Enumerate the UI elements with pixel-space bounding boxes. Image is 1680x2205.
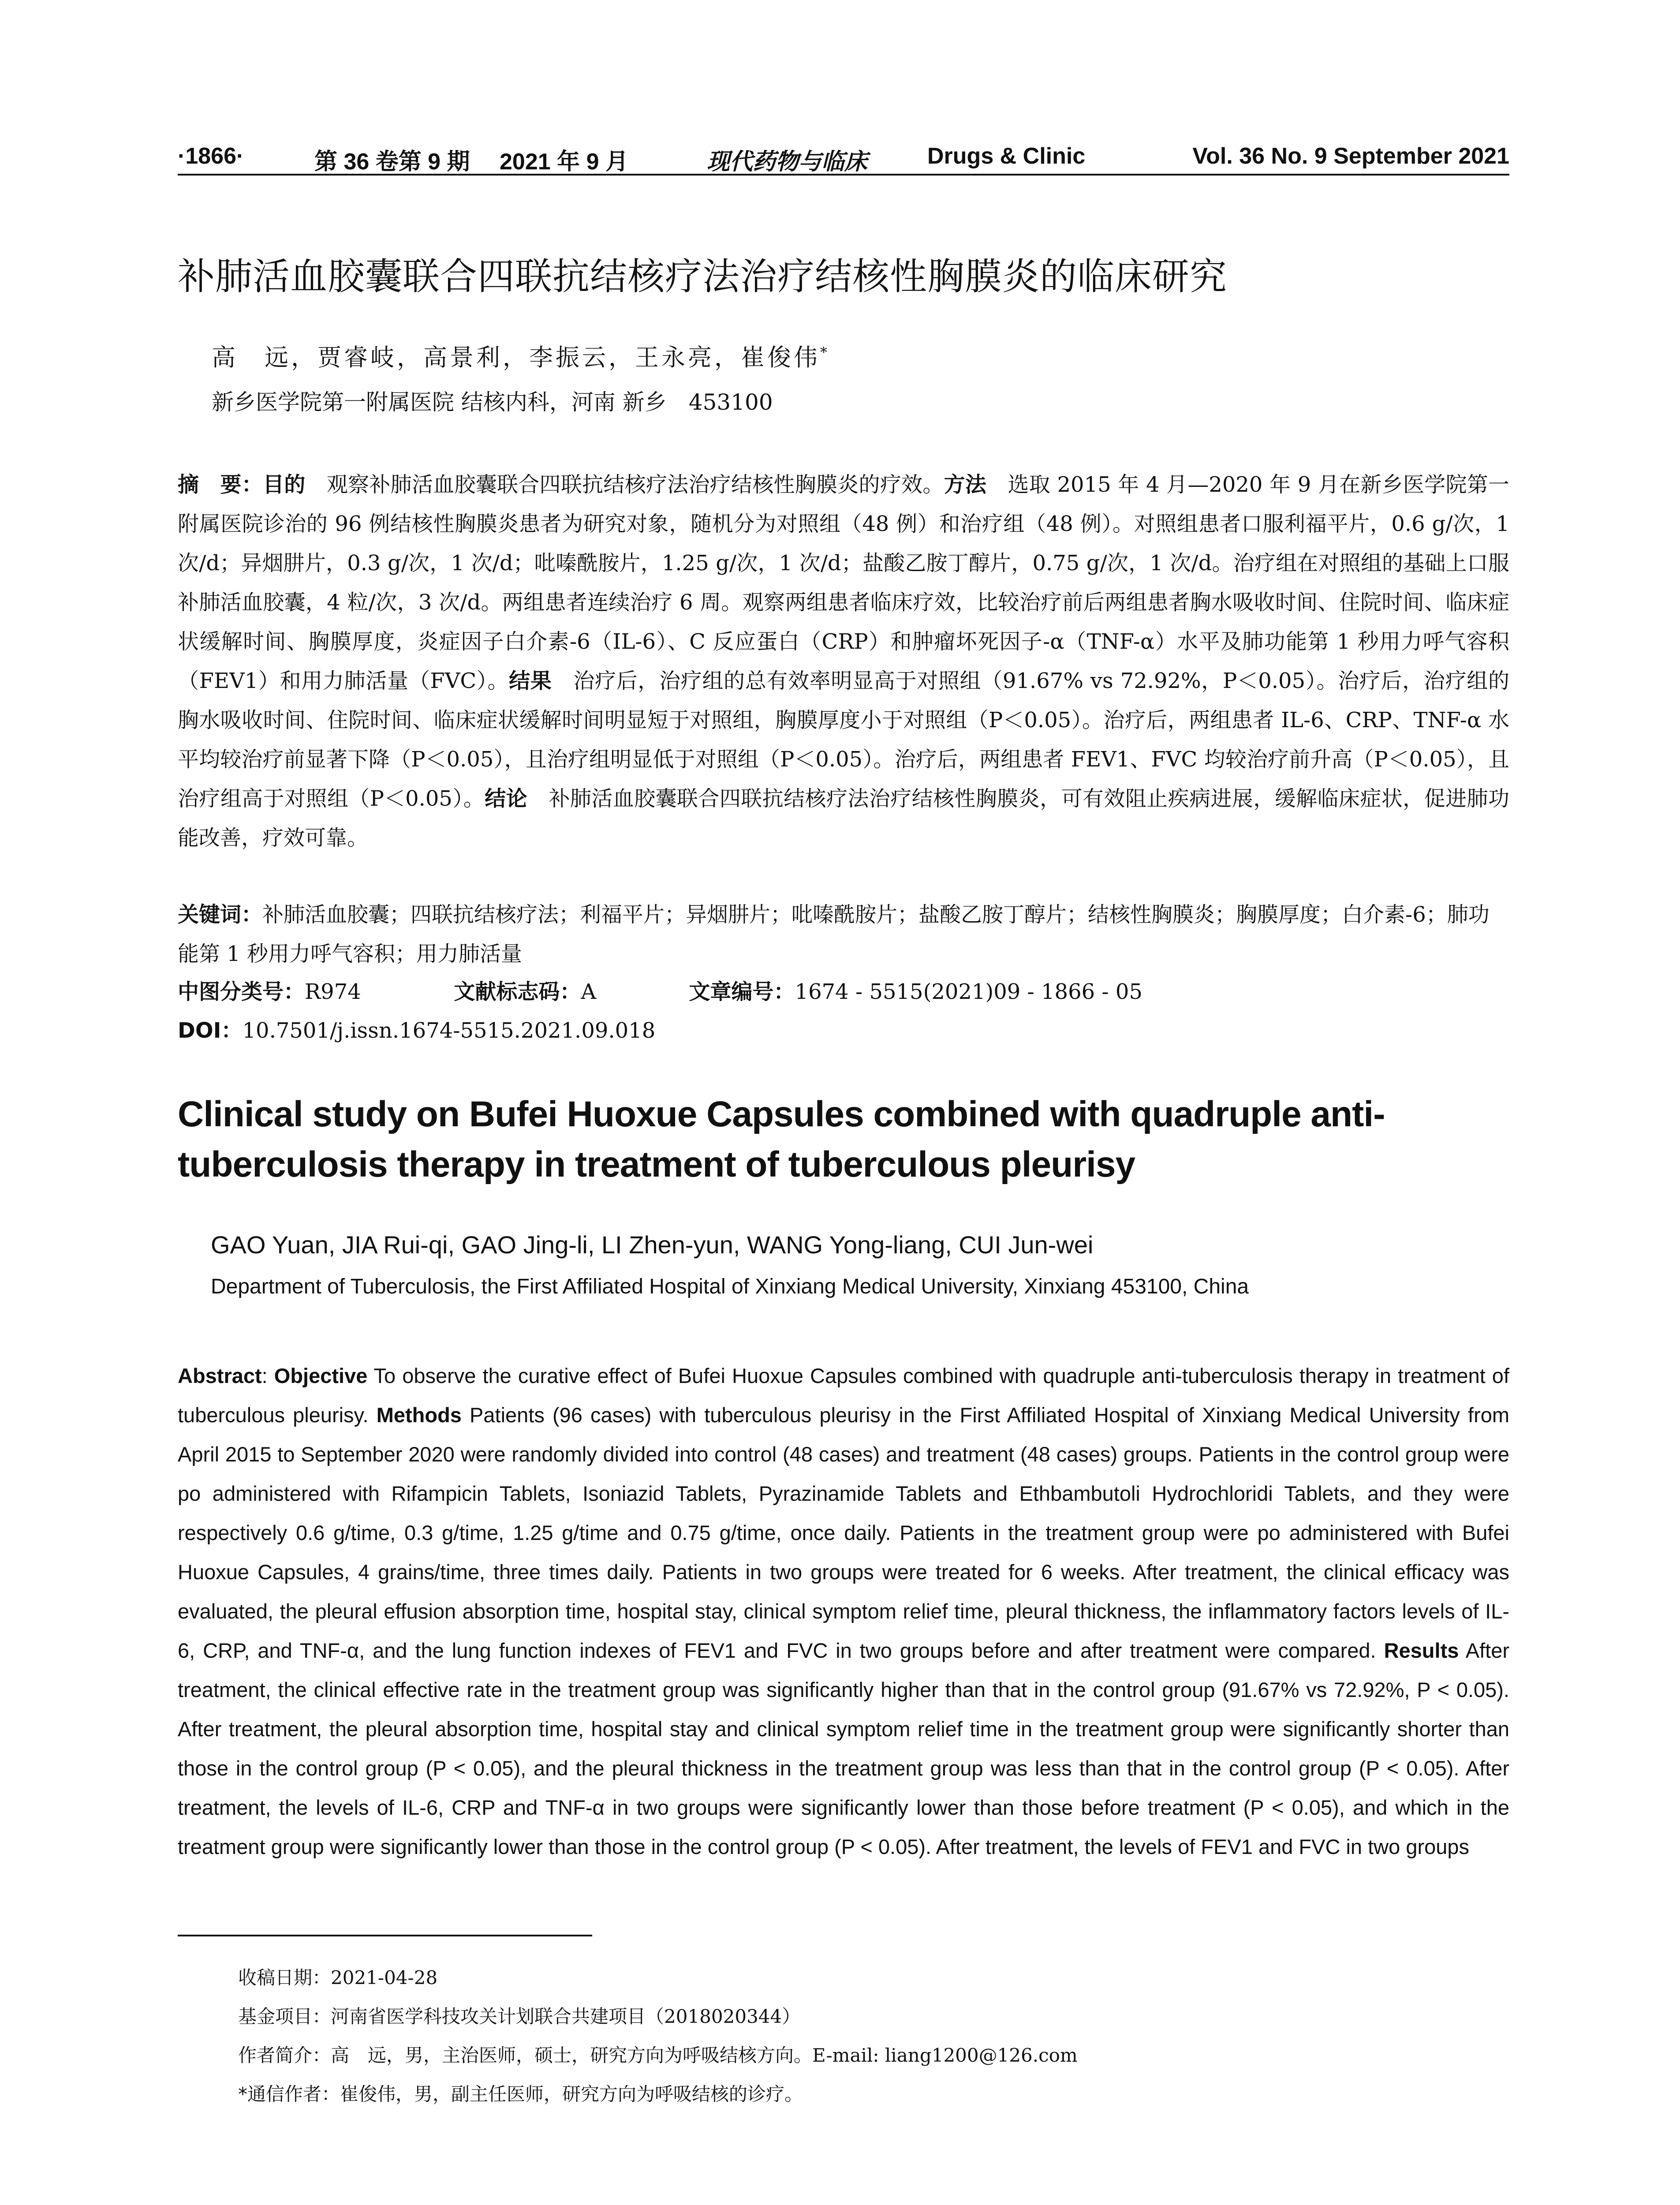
doc-code-value: A bbox=[581, 979, 596, 1004]
objective-cn: 观察补肺活血胶囊联合四联抗结核疗法治疗结核性胸膜炎的疗效。 bbox=[305, 472, 944, 497]
results-en: After treatment, the clinical effective rate in the treatment group was significantly higher than that in the control group (91.67% vs 72.92%, P < 0.05). After treatment, the pleural absorption time, hospital stay and clinical symptom relief time in the treatment group were significantly shorter than those in the control group (P < 0.05), and the pleural thickness in the treatment group was less than that in the control group (P < 0.05). After treatment, the levels of IL-6, CRP and TNF-α in two groups were significantly lower than those before treatment (P < 0.05), and which in the treatment group were significantly lower than those in the control group (P < 0.05). After treatment, the levels of FEV1 and FVC in two groups bbox=[178, 1639, 1509, 1858]
corresponding-mark: * bbox=[820, 344, 830, 361]
doc-code-label: 文献标志码： bbox=[454, 979, 581, 1004]
keywords-cn bbox=[178, 895, 1509, 974]
methods-en: Patients (96 cases) with tuberculous pleurisy in the First Affiliated Hospital of Xinxiang Medical University from April 2015 to September 2020 were randomly divided into control (48 cases) and treatment (48 cases) groups. Patients in the control group were po administered with Rifampicin Tablets, Isoniazid Tablets, Pyrazinamide Tablets and Ethbambutoli Hydrochloridi Tablets, and they were respectively 0.6 g/time, 0.3 g/time, 1.25 g/time and 0.75 g/time, once daily. Patients in the treatment group were po administered with Bufei Huoxue Capsules, 4 grains/time, three times daily. Patients in two groups were treated for 6 weeks. After treatment, the clinical efficacy was evaluated, the pleural effusion absorption time, hospital stay, clinical symptom relief time, pleural thickness, the inflammatory factors levels of IL-6, CRP, and TNF-α, and the lung function indexes of FEV1 and FVC in two groups before and after treatment were compared. bbox=[178, 1403, 1510, 1662]
footnote-fund bbox=[238, 2002, 1508, 2029]
journal-name-cn: 现代药物与临床 bbox=[707, 148, 868, 175]
keywords-label-cn: 关键词： bbox=[178, 902, 263, 927]
methods-cn: 选取 2015 年 4 月—2020 年 9 月在新乡医学院第一附属医院诊治的 96 例结核性胸膜炎患者为研究对象，随机分为对照组（48 例）和治疗组（48 例）。对照组患者口服利福平片，0.6 g/次，1 次/d；异烟肼片，0.3 g/次，1 次/d；吡嗪酰胺片，1.25 g/次，1 次/d；盐酸乙胺丁醇片，0.75 g/次，1 次/d。治疗组在对照组的基础上口服补肺活血胶囊，4 粒/次，3 次/d。两组患者连续治疗 6 周。观察两组患者临床疗效，比较治疗前后两组患者胸水吸收时间、住院时间、临床症状缓解时间、胸膜厚度，炎症因子白介素-6（IL-6）、C 反应蛋白（CRP）和肿瘤坏死因子-α（TNF-α）水平及肺功能第 1 秒用力呼气容积（FEV1）和用力肺活量（FVC）。 bbox=[178, 472, 1509, 693]
authors-cn-text: 高 远，贾睿岐，高景利，李振云，王永亮，崔俊伟 bbox=[212, 344, 820, 371]
results-label-en: Results bbox=[1384, 1639, 1459, 1662]
fund-label: 基金项目： bbox=[238, 2006, 331, 2027]
objective-en: To observe the curative effect of Bufei Huoxue Capsules combined with quadruple anti-tuberculosis therapy in treatment of tuberculous pleurisy. bbox=[178, 1364, 1509, 1427]
received-label: 收稿日期： bbox=[238, 1967, 331, 1988]
abstract-colon: : bbox=[261, 1364, 274, 1387]
page-number: ·1866· bbox=[178, 143, 244, 169]
article-no-value: 1674 - 5515(2021)09 - 1866 - 05 bbox=[795, 979, 1142, 1004]
methods-label-en: Methods bbox=[376, 1403, 462, 1427]
results-label-cn: 结果 bbox=[509, 669, 552, 693]
objective-label-cn: 目的 bbox=[263, 472, 306, 497]
clc-value: R974 bbox=[305, 979, 361, 1004]
authors-en: GAO Yuan, JIA Rui-qi, GAO Jing-li, LI Zhen-yun, WANG Yong-liang, CUI Jun-wei bbox=[211, 1231, 1094, 1259]
abstract-label-cn: 摘 要： bbox=[178, 472, 263, 497]
title-cn: 补肺活血胶囊联合四联抗结核疗法治疗结核性胸膜炎的临床研究 bbox=[178, 255, 1228, 298]
clc-label: 中图分类号： bbox=[178, 979, 305, 1004]
abstract-en bbox=[178, 1356, 1509, 1866]
affiliation-en: Department of Tuberculosis, the First Affiliated Hospital of Xinxiang Medical University, Xinxiang 453100, China bbox=[211, 1275, 1249, 1298]
running-header bbox=[178, 142, 1509, 176]
results-cn: 治疗后，治疗组的总有效率明显高于对照组（91.67% vs 72.92%，P＜0.05）。治疗后，治疗组的胸水吸收时间、住院时间、临床症状缓解时间明显短于对照组，胸膜厚度小于对照组（P＜0.05）。治疗后，两组患者 IL-6、CRP、TNF-α 水平均较治疗前显著下降（P＜0.05），且治疗组明显低于对照组（P＜0.05）。治疗后，两组患者 FEV1、FVC 均较治疗前升高（P＜0.05），且治疗组高于对照组（P＜0.05）。 bbox=[178, 669, 1509, 811]
issue-date: 2021 年 9 月 bbox=[500, 149, 628, 175]
conclusion-cn: 补肺活血胶囊联合四联抗结核疗法治疗结核性胸膜炎，可有效阻止疾病进展，缓解临床症状，促进肺功能改善，疗效可靠。 bbox=[178, 786, 1509, 850]
title-en: Clinical study on Bufei Huoxue Capsules combined with quadruple anti-tuberculosis therapy in treatment of tuberculous pleurisy bbox=[178, 1094, 1385, 1185]
bio-label: 作者简介： bbox=[238, 2044, 331, 2066]
doi-label: DOI： bbox=[178, 1018, 243, 1043]
methods-label-cn: 方法 bbox=[944, 472, 987, 497]
footnote-corresponding bbox=[238, 2080, 1508, 2106]
doi-line bbox=[178, 1013, 655, 1044]
article-no-label: 文章编号： bbox=[689, 979, 795, 1004]
classification-line bbox=[178, 975, 1142, 1005]
corr-text: 崔俊伟，男，副主任医师，研究方向为呼吸结核的诊疗。 bbox=[340, 2083, 803, 2105]
affiliation-cn: 新乡医学院第一附属医院 结核内科，河南 新乡 453100 bbox=[212, 389, 773, 415]
authors-cn bbox=[212, 339, 830, 373]
bio-text: 高 远，男，主治医师，硕士，研究方向为呼吸结核方向。E-mail: liang1200@126.com bbox=[331, 2044, 1078, 2066]
corr-label: *通信作者： bbox=[238, 2083, 340, 2105]
fund-text: 河南省医学科技攻关计划联合共建项目（2018020344） bbox=[331, 2006, 801, 2027]
doi-value: 10.7501/j.issn.1674-5515.2021.09.018 bbox=[242, 1018, 656, 1043]
abstract-cn bbox=[178, 465, 1509, 858]
conclusion-label-cn: 结论 bbox=[485, 786, 528, 811]
keywords-text-cn: 补肺活血胶囊；四联抗结核疗法；利福平片；异烟肼片；吡嗪酰胺片；盐酸乙胺丁醇片；结核性胸膜炎；胸膜厚度；白介素-6；肺功能第 1 秒用力呼气容积；用力肺活量 bbox=[178, 902, 1490, 966]
journal-name-en: Drugs & Clinic bbox=[927, 143, 1086, 169]
footnote-bio bbox=[238, 2041, 1508, 2067]
received-date: 2021-04-28 bbox=[331, 1967, 438, 1988]
volume-issue: 第 36 卷第 9 期 bbox=[314, 149, 470, 175]
footnote-divider bbox=[178, 1935, 592, 1936]
footnote-received bbox=[238, 1963, 1508, 1990]
abstract-label-en: Abstract bbox=[178, 1364, 262, 1387]
volume-en: Vol. 36 No. 9 September 2021 bbox=[1192, 143, 1509, 169]
objective-label-en: Objective bbox=[274, 1364, 368, 1387]
